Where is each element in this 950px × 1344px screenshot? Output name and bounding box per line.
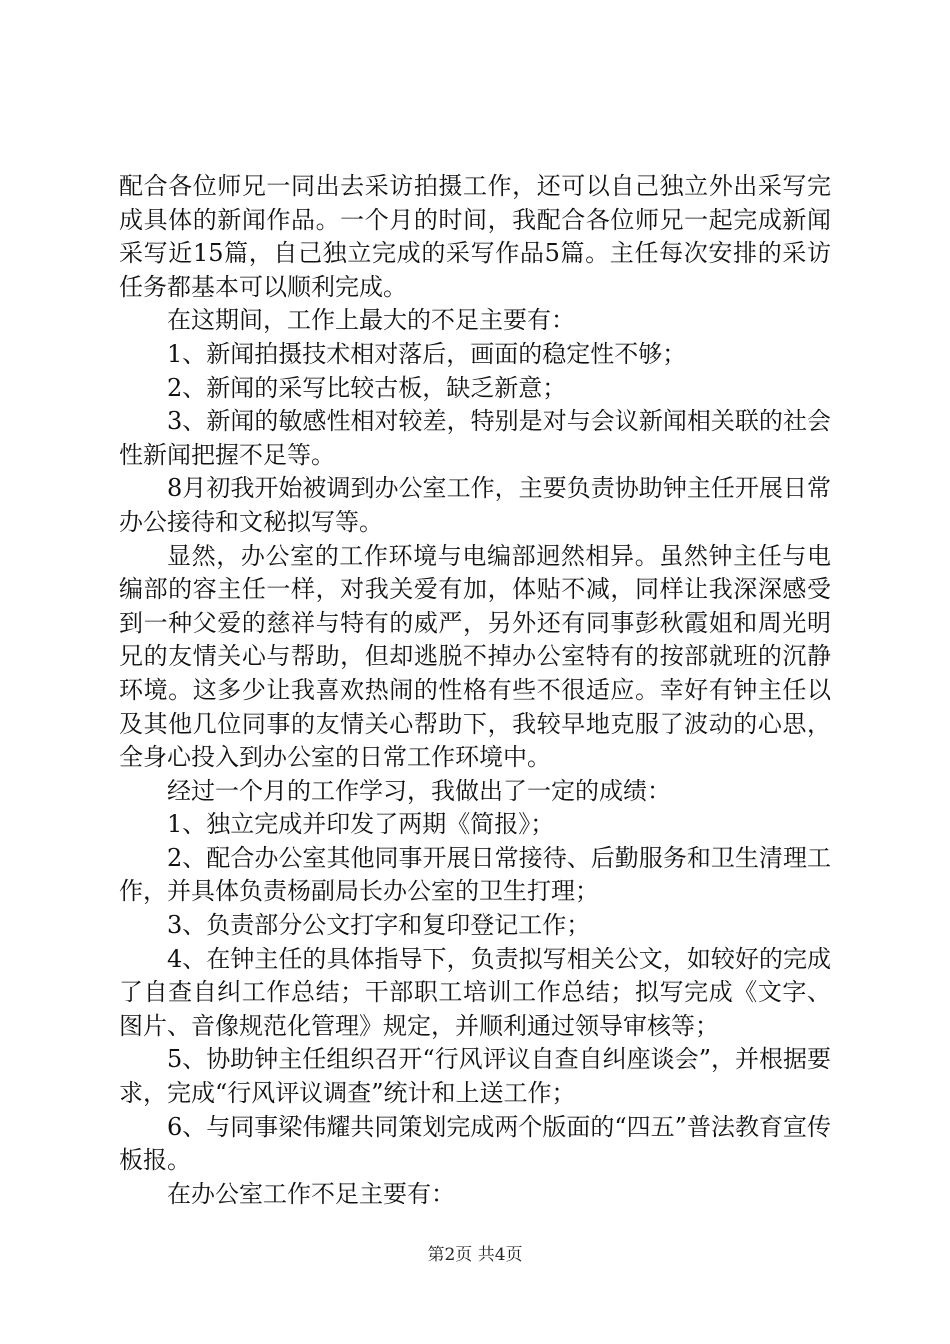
paragraph: 在办公室工作不足主要有： xyxy=(167,1179,455,1208)
list-item: 6、与同事梁伟耀共同策划完成两个版面的“四五”普法教育宣传板报。 xyxy=(119,1112,831,1175)
list-item: 3、新闻的敏感性相对较差，特别是对与会议新闻相关联的社会性新闻把握不足等。 xyxy=(119,407,831,469)
page-number-label: 第2页 共4页 xyxy=(427,1245,523,1265)
list-item: 5、协助钟主任组织召开“行风评议自查自纠座谈会”，并根据要求，完成“行风评议调查”统计和上送工作； xyxy=(119,1045,831,1108)
page-footer xyxy=(0,1240,950,1265)
list-item: 1、新闻拍摄技术相对落后，画面的稳定性不够； xyxy=(167,339,687,368)
document-body xyxy=(119,170,831,1211)
paragraph: 8月初我开始被调到办公室工作，主要负责协助钟主任开展日常办公接待和文秘拟写等。 xyxy=(119,474,831,536)
paragraph: 在这期间，工作上最大的不足主要有： xyxy=(167,306,575,335)
list-item: 4、在钟主任的具体指导下，负责拟写相关公文，如较好的完成了自查自纠工作总结；干部职工培训工作总结；拟写完成《文字、图片、音像规范化管理》规定，并顺利通过领导审核等； xyxy=(119,944,831,1040)
list-item: 2、新闻的采写比较古板，缺乏新意； xyxy=(167,373,567,402)
list-item: 1、独立完成并印发了两期《简报》； xyxy=(167,810,555,839)
list-item: 2、配合办公室其他同事开展日常接待、后勤服务和卫生清理工作，并具体负责杨副局长办公室的卫生打理； xyxy=(119,843,831,906)
paragraph: 配合各位师兄一同出去采访拍摄工作，还可以自己独立外出采写完成具体的新闻作品。一个月的时间，我配合各位师兄一起完成新闻采写近15篇，自己独立完成的采写作品5篇。主任每次安排的采访任务都基本可以顺利完成。 xyxy=(119,172,831,301)
list-item: 3、负责部分公文打字和复印登记工作； xyxy=(167,911,591,940)
paragraph: 显然，办公室的工作环境与电编部迥然相异。虽然钟主任与电编部的容主任一样，对我关爱有加，体贴不减，同样让我深深感受到一种父爱的慈祥与特有的威严，另外还有同事彭秋霞姐和周光明兄的友情关心与帮助，但却逃脱不掉办公室特有的按部就班的沉静环境。这多少让我喜欢热闹的性格有些不很适应。幸好有钟主任以及其他几位同事的友情关心帮助下，我较早地克服了波动的心思，全身心投入到办公室的日常工作环境中。 xyxy=(119,541,831,772)
paragraph: 经过一个月的工作学习，我做出了一定的成绩： xyxy=(167,776,671,805)
